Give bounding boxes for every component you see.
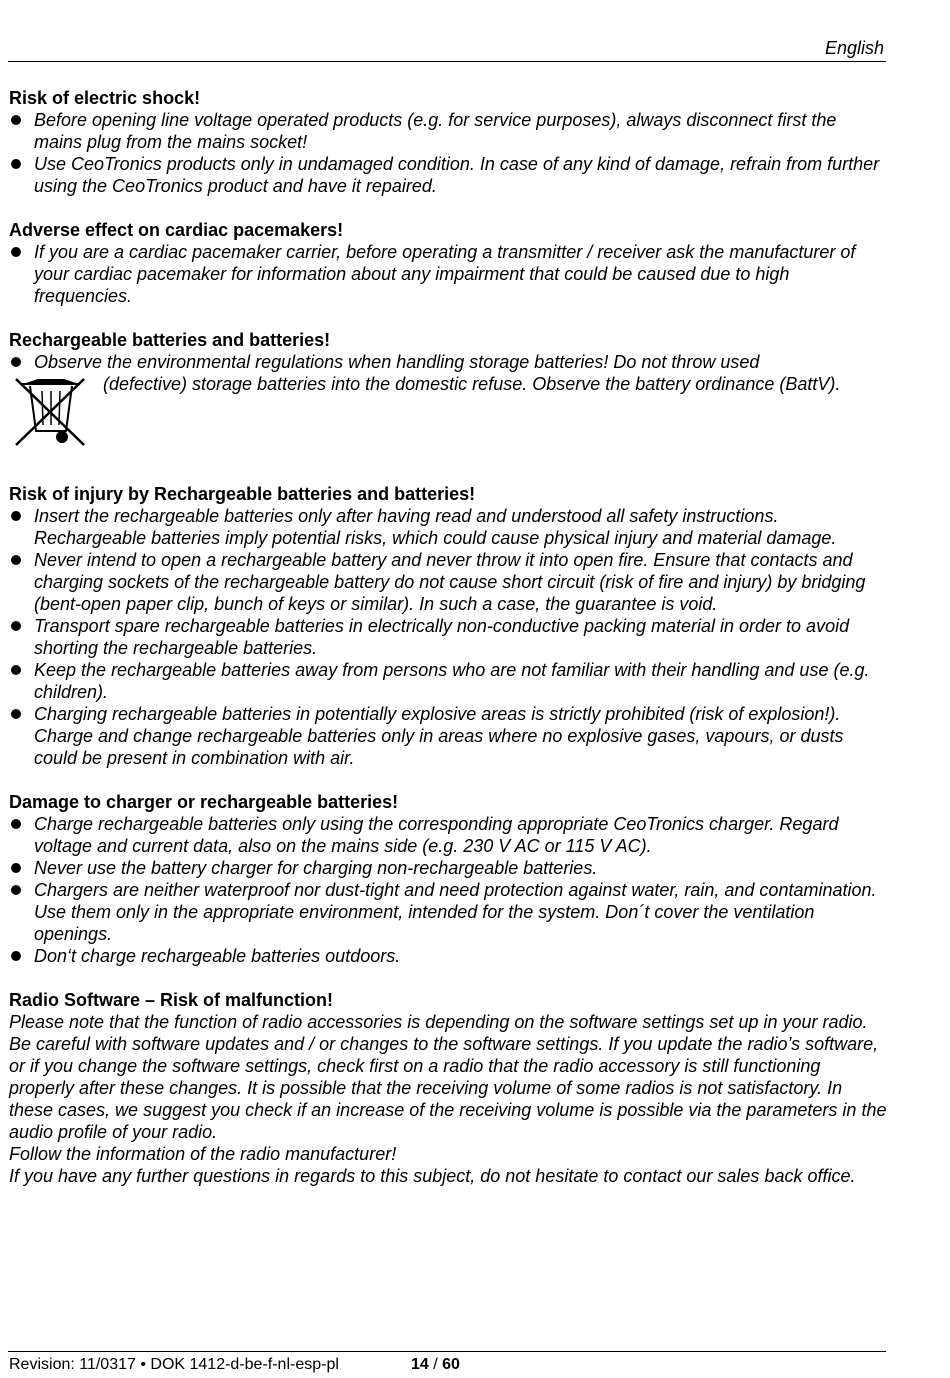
section-pacemakers	[9, 219, 889, 307]
page-footer	[9, 1356, 460, 1374]
page-number	[411, 1356, 460, 1374]
bullet-continuation: (defective) storage batteries into the domestic refuse. Observe the battery ordinance (BattV).	[103, 374, 841, 394]
footer-divider	[8, 1351, 886, 1352]
section-batteries	[9, 329, 889, 461]
paragraph: If you have any further questions in regards to this subject, do not hesitate to contact our sales back office.	[9, 1166, 856, 1186]
bullet-item: Insert the rechargeable batteries only after having read and understood all safety instructions. Rechargeable batteries imply potential risks, which could cause physical injury and material damage.	[9, 505, 889, 549]
section-heading: Adverse effect on cardiac pacemakers!	[9, 220, 344, 240]
page-current: 14	[411, 1356, 429, 1373]
bullet-item: Never use the battery charger for charging non-rechargeable batteries.	[9, 857, 889, 879]
bullet-item: Never intend to open a rechargeable battery and never throw it into open fire. Ensure that contacts and charging sockets of the rechargeable battery do not cause short circuit (risk of fire and injury) by bridging (bent-open paper clip, bunch of keys or similar). In such a case, the guarantee is void.	[9, 549, 889, 615]
section-heading: Rechargeable batteries and batteries!	[9, 330, 331, 350]
crossed-out-wheelie-bin-icon	[12, 373, 88, 447]
bullet-item: If you are a cardiac pacemaker carrier, before operating a transmitter / receiver ask the manufacturer of your cardiac pacemaker for information about any impairment that could be caused due to high frequencies.	[9, 241, 889, 307]
bullet-item: Charge rechargeable batteries only using the corresponding appropriate CeoTronics charger. Regard voltage and current data, also on the mains side (e.g. 230 V AC or 115 V AC).	[9, 813, 889, 857]
section-charger-damage	[9, 791, 889, 967]
bullet-item: Before opening line voltage operated products (e.g. for service purposes), always disconnect first the mains plug from the mains socket!	[9, 109, 889, 153]
bullet-item: Keep the rechargeable batteries away from persons who are not familiar with their handling and use (e.g. children).	[9, 659, 889, 703]
section-injury-risk	[9, 483, 889, 769]
header-language: English	[824, 38, 884, 58]
page-separator: /	[428, 1356, 443, 1373]
bullet-list	[9, 813, 889, 967]
bullet-item: Chargers are neither waterproof nor dust-tight and need protection against water, rain, and contamination. Use them only in the appropriate environment, intended for the system. Don´t cover the ventilation openings.	[9, 879, 889, 945]
section-electric-shock	[9, 87, 889, 197]
section-radio-software	[9, 989, 889, 1187]
bullet-item: Don‘t charge rechargeable batteries outdoors.	[9, 945, 889, 967]
bullet-item: Observe the environmental regulations when handling storage batteries! Do not throw used	[9, 351, 889, 373]
section-heading: Radio Software – Risk of malfunction!	[9, 990, 334, 1010]
bullet-item: Charging rechargeable batteries in potentially explosive areas is strictly prohibited (risk of explosion!). Charge and change rechargeable batteries only in areas where no explosive gases, vapours, or dusts could be present in combination with air.	[9, 703, 889, 769]
document-body	[9, 87, 889, 1209]
bullet-item: Transport spare rechargeable batteries in electrically non-conductive packing material in order to avoid shorting the rechargeable batteries.	[9, 615, 889, 659]
section-heading: Damage to charger or rechargeable batteries!	[9, 792, 399, 812]
paragraph: Please note that the function of radio accessories is depending on the software settings set up in your radio. Be careful with software updates and / or changes to the software settings. If you update the radio’s software, or if you change the software settings, check first on a radio that the radio accessory is still functioning properly after these changes. It is possible that the receiving volume of some radios is not satisfactory. In these cases, we suggest you check if an increase of the receiving volume is possible via the parameters in the audio profile of your radio.	[9, 1012, 887, 1142]
battery-disposal-row	[9, 373, 889, 461]
header-divider	[8, 61, 886, 62]
section-heading: Risk of electric shock!	[9, 88, 201, 108]
section-heading: Risk of injury by Rechargeable batteries and batteries!	[9, 484, 476, 504]
bullet-list	[9, 505, 889, 769]
bullet-list	[9, 109, 889, 197]
paragraph: Follow the information of the radio manufacturer!	[9, 1144, 397, 1164]
page-total: 60	[442, 1356, 460, 1373]
bullet-item: Use CeoTronics products only in undamaged condition. In case of any kind of damage, refrain from further using the CeoTronics product and have it repaired.	[9, 153, 889, 197]
revision-text: Revision: 11/0317 • DOK 1412-d-be-f-nl-esp-pl	[9, 1356, 339, 1373]
bullet-list	[9, 351, 889, 373]
bullet-list	[9, 241, 889, 307]
